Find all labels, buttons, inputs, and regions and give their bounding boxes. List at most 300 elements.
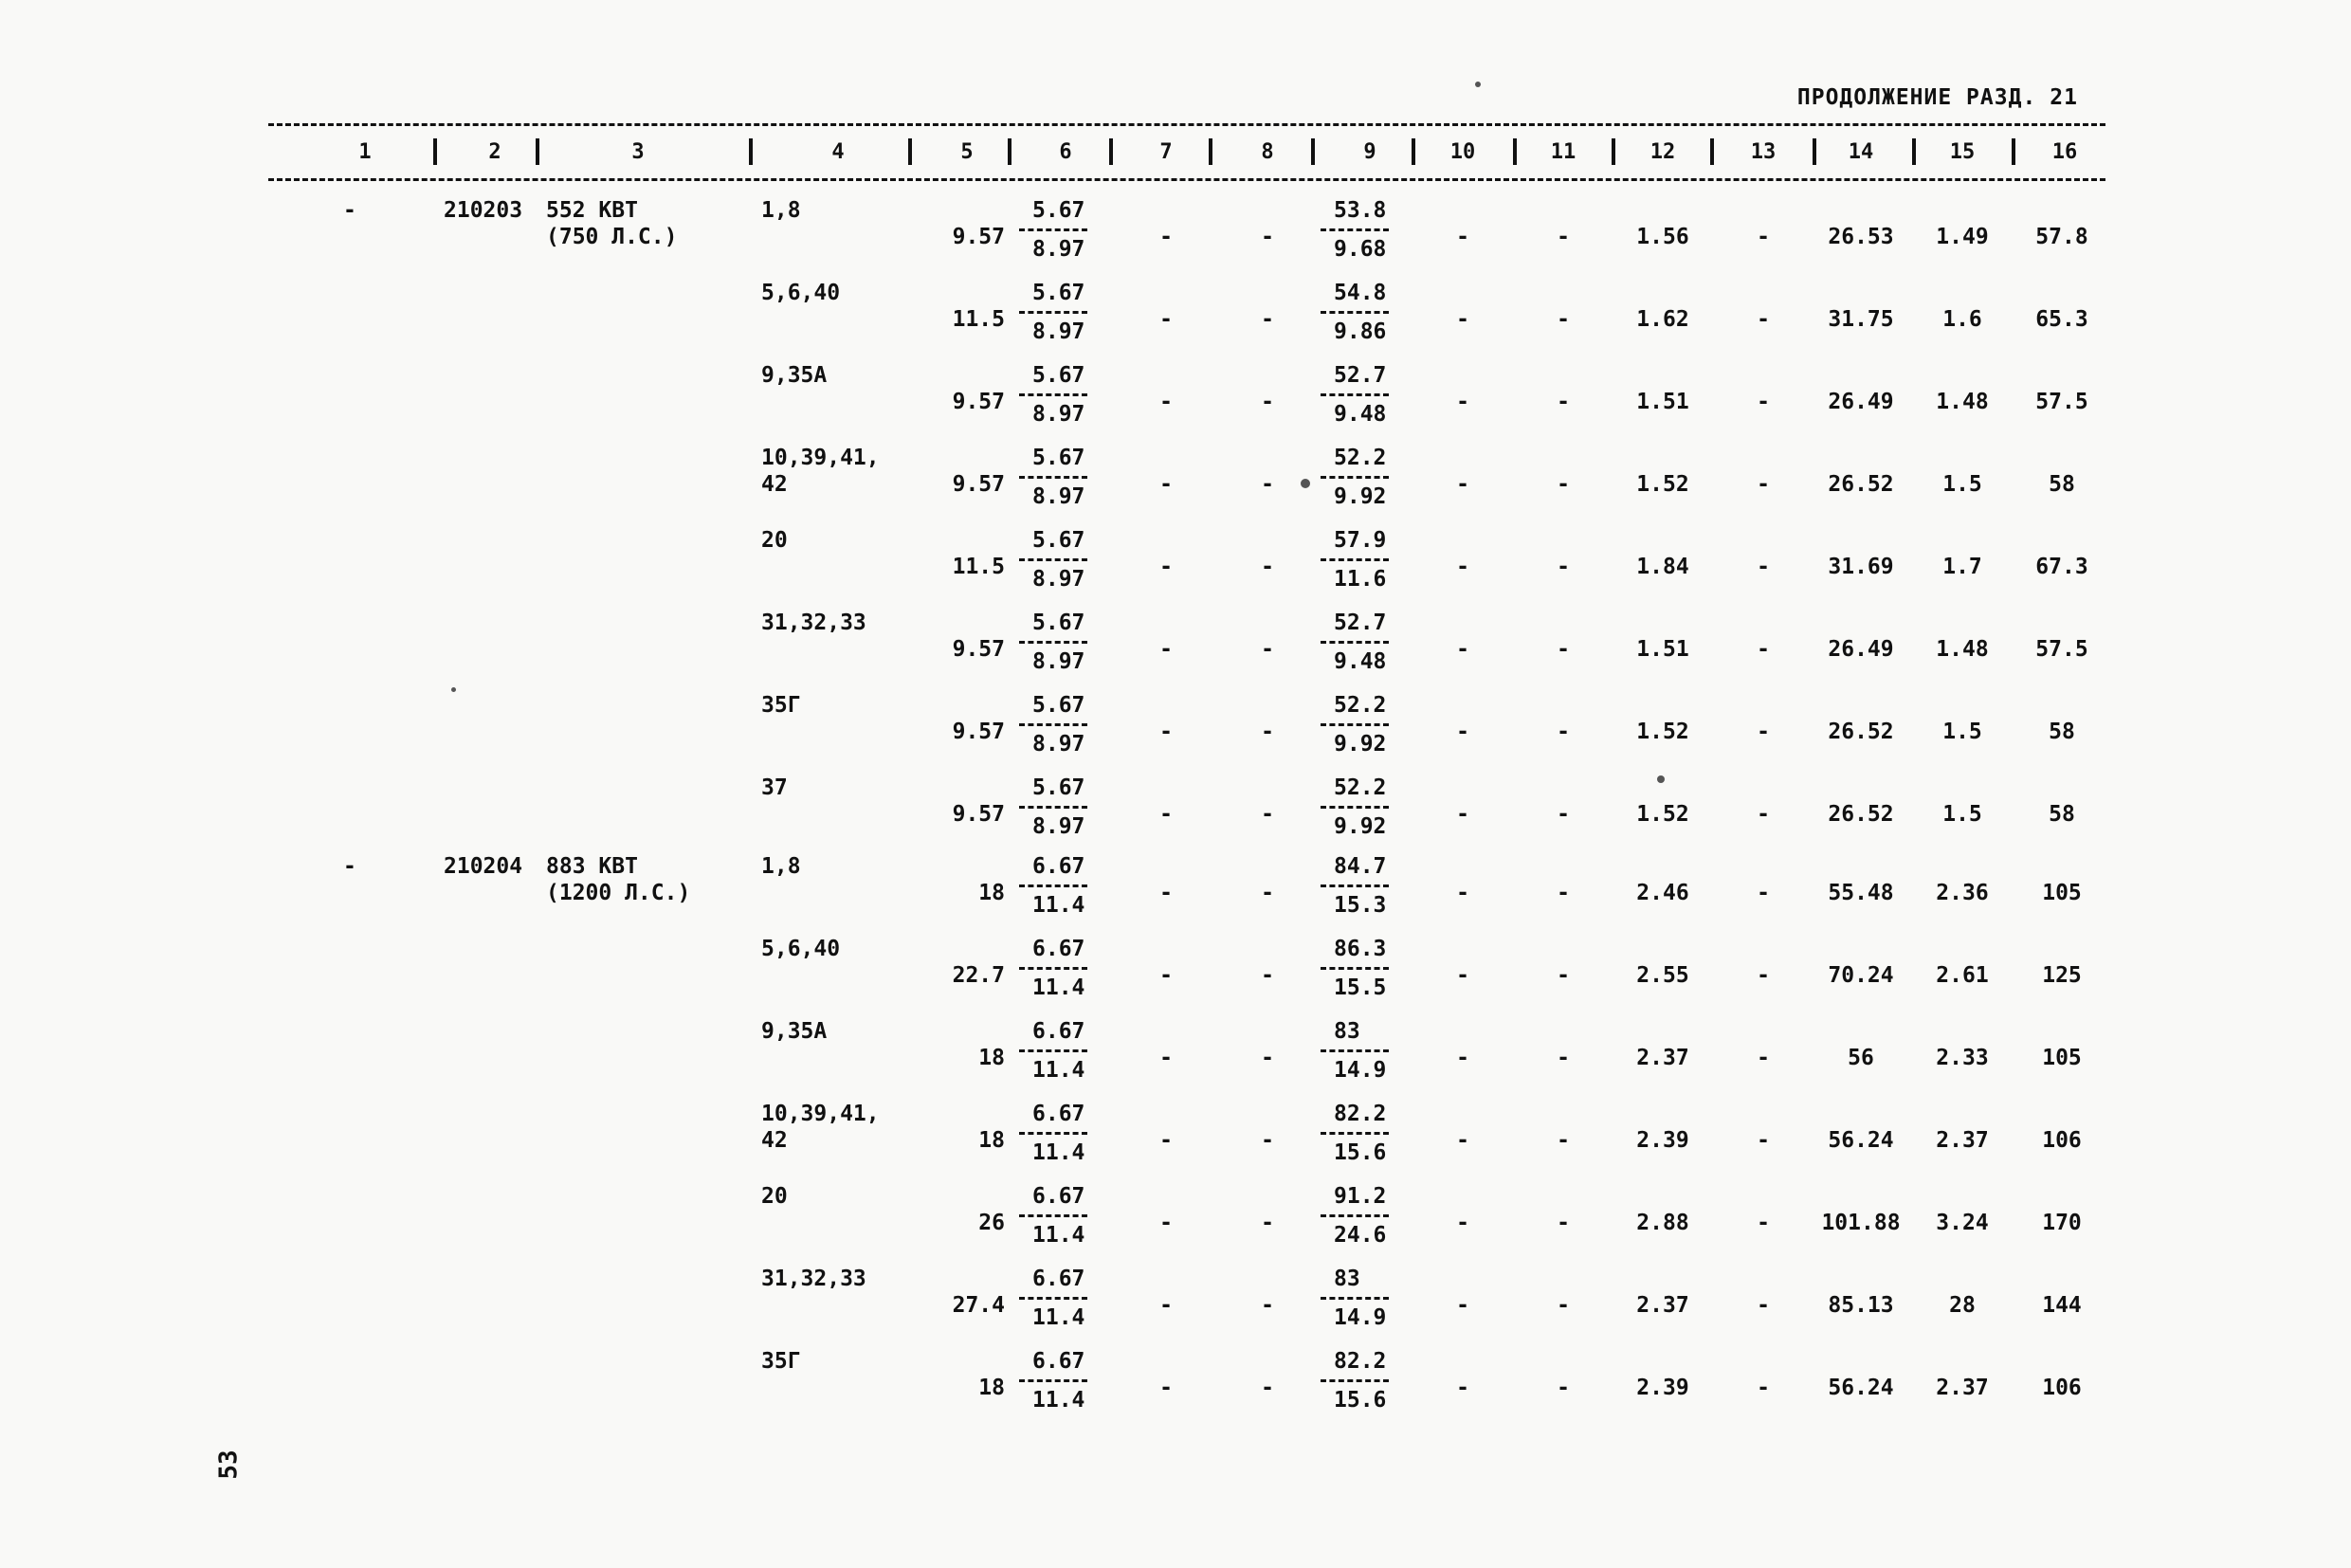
col6-fraction-bar (1019, 884, 1087, 887)
col6-fraction (1019, 611, 1087, 674)
vessel-numbers: 42 (761, 1128, 788, 1153)
col10-value: - (1456, 720, 1469, 744)
col9-fraction-denominator: 9.92 (1334, 814, 1387, 839)
col6-fraction-numerator: 6.67 (1032, 937, 1085, 961)
col9-fraction-bar (1321, 1379, 1389, 1382)
col6-fraction (1019, 281, 1087, 344)
col14-value: 31.75 (1828, 307, 1894, 332)
col6-fraction-numerator: 6.67 (1032, 1184, 1085, 1209)
col14-value: 26.53 (1828, 225, 1894, 249)
column-header-1: 1 (358, 140, 372, 164)
col10-value: - (1456, 802, 1469, 827)
vessel-numbers: 5,6,40 (761, 937, 841, 961)
col15-value: 28 (1949, 1293, 1976, 1318)
col8-value: - (1261, 1046, 1274, 1070)
col11-value: - (1557, 472, 1570, 497)
col7-value: - (1159, 555, 1173, 579)
row-marker: - (343, 854, 356, 879)
col10-value: - (1456, 307, 1469, 332)
equipment-code: 210203 (444, 198, 523, 223)
col9-fraction (1321, 198, 1389, 262)
col12-value: 1.62 (1636, 307, 1689, 332)
col16-value: 105 (2042, 1046, 2082, 1070)
col6-fraction-denominator: 8.97 (1032, 567, 1085, 592)
col9-fraction-bar (1321, 1049, 1389, 1052)
col6-fraction-denominator: 8.97 (1032, 732, 1085, 757)
col13-value: - (1757, 555, 1770, 579)
col9-fraction-denominator: 9.68 (1334, 237, 1387, 262)
col15-value: 2.37 (1936, 1128, 1989, 1153)
col14-value: 26.49 (1828, 390, 1894, 414)
column-header-9: 9 (1363, 140, 1376, 164)
col9-fraction-denominator: 9.86 (1334, 319, 1387, 344)
column-header-14: 14 (1848, 140, 1874, 164)
col10-value: - (1456, 637, 1469, 662)
col11-value: - (1557, 637, 1570, 662)
col15-value: 1.48 (1936, 390, 1989, 414)
col6-fraction-bar (1019, 1049, 1087, 1052)
col14-value: 26.49 (1828, 637, 1894, 662)
vessel-numbers: 5,6,40 (761, 281, 841, 305)
column-separator (1513, 138, 1517, 165)
vessel-numbers: 20 (761, 1184, 788, 1209)
column-separator (1912, 138, 1916, 165)
header-rule-bottom (268, 178, 2105, 181)
column-header-10: 10 (1449, 140, 1476, 164)
col9-fraction-denominator: 14.9 (1334, 1058, 1387, 1083)
column-separator (908, 138, 912, 165)
col12-value: 2.39 (1636, 1128, 1689, 1153)
col5-value: 18 (978, 1128, 1005, 1153)
col9-fraction-denominator: 15.6 (1334, 1140, 1387, 1165)
col15-value: 1.6 (1942, 307, 1982, 332)
col6-fraction-numerator: 5.67 (1032, 775, 1085, 800)
col9-fraction-denominator: 15.3 (1334, 893, 1387, 918)
col6-fraction-bar (1019, 641, 1087, 644)
col9-fraction (1321, 937, 1389, 1000)
col6-fraction-denominator: 11.4 (1032, 1223, 1085, 1248)
col13-value: - (1757, 720, 1770, 744)
col9-fraction-bar (1321, 393, 1389, 396)
col9-fraction-bar (1321, 806, 1389, 809)
col12-value: 1.84 (1636, 555, 1689, 579)
col12-value: 2.37 (1636, 1293, 1689, 1318)
col6-fraction-numerator: 6.67 (1032, 854, 1085, 879)
col10-value: - (1456, 1128, 1469, 1153)
col5-value: 9.57 (952, 225, 1005, 249)
col8-value: - (1261, 802, 1274, 827)
column-separator (749, 138, 753, 165)
column-header-15: 15 (1949, 140, 1976, 164)
column-separator (1109, 138, 1113, 165)
col9-fraction-denominator: 14.9 (1334, 1305, 1387, 1330)
caption-number: 21 (2050, 85, 2078, 110)
col6-fraction-denominator: 8.97 (1032, 319, 1085, 344)
col16-value: 57.8 (2035, 225, 2088, 249)
col11-value: - (1557, 881, 1570, 905)
col6-fraction-bar (1019, 558, 1087, 561)
col9-fraction (1321, 854, 1389, 918)
vessel-numbers: 31,32,33 (761, 1267, 866, 1291)
speck (1301, 479, 1310, 488)
col13-value: - (1757, 1293, 1770, 1318)
col15-value: 2.37 (1936, 1376, 1989, 1400)
column-header-12: 12 (1649, 140, 1676, 164)
col5-value: 26 (978, 1211, 1005, 1235)
col5-value: 22.7 (952, 963, 1005, 988)
col9-fraction-numerator: 52.7 (1334, 611, 1387, 635)
equipment-code: 210204 (444, 854, 523, 879)
col9-fraction-numerator: 52.2 (1334, 775, 1387, 800)
vessel-numbers: 35Г (761, 1349, 801, 1374)
col7-value: - (1159, 881, 1173, 905)
col6-fraction-denominator: 11.4 (1032, 1305, 1085, 1330)
col15-value: 1.5 (1942, 472, 1982, 497)
col9-fraction-bar (1321, 1297, 1389, 1300)
col15-value: 2.36 (1936, 881, 1989, 905)
col13-value: - (1757, 1376, 1770, 1400)
col9-fraction-numerator: 52.2 (1334, 446, 1387, 470)
vessel-numbers: 42 (761, 472, 788, 497)
col7-value: - (1159, 1293, 1173, 1318)
col12-value: 1.52 (1636, 802, 1689, 827)
col6-fraction-bar (1019, 967, 1087, 970)
col15-value: 3.24 (1936, 1211, 1989, 1235)
col6-fraction-denominator: 11.4 (1032, 893, 1085, 918)
col16-value: 57.5 (2035, 637, 2088, 662)
col8-value: - (1261, 720, 1274, 744)
column-separator (2012, 138, 2015, 165)
col6-fraction (1019, 446, 1087, 509)
col6-fraction-numerator: 5.67 (1032, 446, 1085, 470)
col11-value: - (1557, 1211, 1570, 1235)
col11-value: - (1557, 307, 1570, 332)
col13-value: - (1757, 472, 1770, 497)
column-header-2: 2 (488, 140, 501, 164)
col9-fraction-numerator: 83 (1334, 1019, 1360, 1044)
column-header-4: 4 (831, 140, 845, 164)
col13-value: - (1757, 1046, 1770, 1070)
column-header-16: 16 (2051, 140, 2078, 164)
col6-fraction-numerator: 6.67 (1032, 1019, 1085, 1044)
vessel-numbers: 37 (761, 775, 788, 800)
col9-fraction-bar (1321, 884, 1389, 887)
col9-fraction (1321, 693, 1389, 757)
vessel-numbers: 1,8 (761, 198, 801, 223)
col6-fraction-numerator: 5.67 (1032, 198, 1085, 223)
col14-value: 26.52 (1828, 720, 1894, 744)
col6-fraction-bar (1019, 1132, 1087, 1135)
col13-value: - (1757, 1128, 1770, 1153)
col9-fraction (1321, 1267, 1389, 1330)
col6-fraction (1019, 937, 1087, 1000)
col6-fraction-denominator: 11.4 (1032, 975, 1085, 1000)
col6-fraction-bar (1019, 311, 1087, 314)
col12-value: 1.56 (1636, 225, 1689, 249)
col6-fraction-denominator: 8.97 (1032, 402, 1085, 427)
col15-value: 1.49 (1936, 225, 1989, 249)
col5-value: 18 (978, 881, 1005, 905)
col9-fraction-numerator: 54.8 (1334, 281, 1387, 305)
col15-value: 2.61 (1936, 963, 1989, 988)
col8-value: - (1261, 390, 1274, 414)
col16-value: 58 (2049, 802, 2075, 827)
column-separator (1612, 138, 1615, 165)
col6-fraction (1019, 1267, 1087, 1330)
col13-value: - (1757, 390, 1770, 414)
col10-value: - (1456, 1211, 1469, 1235)
col10-value: - (1456, 390, 1469, 414)
col11-value: - (1557, 1376, 1570, 1400)
col6-fraction (1019, 693, 1087, 757)
col9-fraction-denominator: 9.92 (1334, 732, 1387, 757)
vessel-numbers: 35Г (761, 693, 801, 718)
column-header-11: 11 (1550, 140, 1576, 164)
col6-fraction-bar (1019, 1214, 1087, 1217)
col16-value: 65.3 (2035, 307, 2088, 332)
col9-fraction-numerator: 57.9 (1334, 528, 1387, 553)
column-separator (1008, 138, 1011, 165)
col9-fraction-numerator: 52.2 (1334, 693, 1387, 718)
col13-value: - (1757, 802, 1770, 827)
col6-fraction-numerator: 6.67 (1032, 1267, 1085, 1291)
speck (1657, 775, 1665, 783)
col6-fraction-denominator: 8.97 (1032, 814, 1085, 839)
page-mark: 53 (214, 1449, 244, 1480)
col7-value: - (1159, 802, 1173, 827)
col7-value: - (1159, 1211, 1173, 1235)
col15-value: 1.7 (1942, 555, 1982, 579)
col12-value: 2.39 (1636, 1376, 1689, 1400)
col8-value: - (1261, 1211, 1274, 1235)
col14-value: 85.13 (1828, 1293, 1894, 1318)
col5-value: 9.57 (952, 802, 1005, 827)
col6-fraction (1019, 1349, 1087, 1413)
col6-fraction-bar (1019, 723, 1087, 726)
col12-value: 2.46 (1636, 881, 1689, 905)
col10-value: - (1456, 1376, 1469, 1400)
power-kw: 883 КВТ (546, 854, 638, 879)
column-header-13: 13 (1750, 140, 1777, 164)
col9-fraction-bar (1321, 967, 1389, 970)
col9-fraction-bar (1321, 1132, 1389, 1135)
col16-value: 105 (2042, 881, 2082, 905)
col15-value: 2.33 (1936, 1046, 1989, 1070)
vessel-numbers: 20 (761, 528, 788, 553)
col9-fraction (1321, 1349, 1389, 1413)
col9-fraction-numerator: 53.8 (1334, 198, 1387, 223)
column-header-3: 3 (631, 140, 645, 164)
col9-fraction-numerator: 91.2 (1334, 1184, 1387, 1209)
col9-fraction (1321, 611, 1389, 674)
col11-value: - (1557, 1046, 1570, 1070)
col6-fraction-bar (1019, 476, 1087, 479)
col6-fraction-denominator: 8.97 (1032, 237, 1085, 262)
col9-fraction-denominator: 9.92 (1334, 484, 1387, 509)
col11-value: - (1557, 1128, 1570, 1153)
col9-fraction-denominator: 24.6 (1334, 1223, 1387, 1248)
col14-value: 26.52 (1828, 802, 1894, 827)
col6-fraction (1019, 528, 1087, 592)
col11-value: - (1557, 963, 1570, 988)
col6-fraction-denominator: 11.4 (1032, 1388, 1085, 1413)
col13-value: - (1757, 881, 1770, 905)
caption-text: ПРОДОЛЖЕНИЕ РАЗД. (1796, 85, 2037, 110)
vessel-numbers: 9,35А (761, 1019, 828, 1044)
vessel-numbers: 10,39,41, (761, 1102, 880, 1126)
col14-value: 70.24 (1828, 963, 1894, 988)
col9-fraction-denominator: 9.48 (1334, 402, 1387, 427)
column-separator (1311, 138, 1315, 165)
col16-value: 67.3 (2035, 555, 2088, 579)
col5-value: 18 (978, 1046, 1005, 1070)
col11-value: - (1557, 720, 1570, 744)
col12-value: 1.51 (1636, 637, 1689, 662)
col9-fraction-numerator: 82.2 (1334, 1349, 1387, 1374)
col5-value: 11.5 (952, 555, 1005, 579)
col12-value: 2.55 (1636, 963, 1689, 988)
col16-value: 106 (2042, 1128, 2082, 1153)
col7-value: - (1159, 307, 1173, 332)
col5-value: 11.5 (952, 307, 1005, 332)
column-header-5: 5 (960, 140, 974, 164)
col9-fraction-numerator: 86.3 (1334, 937, 1387, 961)
column-header-6: 6 (1059, 140, 1072, 164)
col13-value: - (1757, 963, 1770, 988)
col13-value: - (1757, 1211, 1770, 1235)
vessel-numbers: 31,32,33 (761, 611, 866, 635)
col6-fraction-numerator: 5.67 (1032, 528, 1085, 553)
col16-value: 125 (2042, 963, 2082, 988)
col6-fraction (1019, 854, 1087, 918)
col10-value: - (1456, 225, 1469, 249)
column-separator (536, 138, 539, 165)
col6-fraction-bar (1019, 1297, 1087, 1300)
col10-value: - (1456, 472, 1469, 497)
col6-fraction-numerator: 5.67 (1032, 363, 1085, 388)
col8-value: - (1261, 1376, 1274, 1400)
col14-value: 101.88 (1821, 1211, 1901, 1235)
col12-value: 2.37 (1636, 1046, 1689, 1070)
col13-value: - (1757, 637, 1770, 662)
col9-fraction (1321, 1019, 1389, 1083)
col11-value: - (1557, 1293, 1570, 1318)
col6-fraction-numerator: 6.67 (1032, 1102, 1085, 1126)
col12-value: 1.52 (1636, 472, 1689, 497)
col9-fraction (1321, 446, 1389, 509)
col9-fraction-numerator: 83 (1334, 1267, 1360, 1291)
col10-value: - (1456, 1293, 1469, 1318)
col11-value: - (1557, 802, 1570, 827)
col15-value: 1.5 (1942, 802, 1982, 827)
col6-fraction-numerator: 5.67 (1032, 693, 1085, 718)
col11-value: - (1557, 555, 1570, 579)
col6-fraction-denominator: 8.97 (1032, 484, 1085, 509)
col7-value: - (1159, 963, 1173, 988)
col9-fraction-bar (1321, 641, 1389, 644)
col5-value: 9.57 (952, 390, 1005, 414)
col9-fraction-numerator: 84.7 (1334, 854, 1387, 879)
header-rule-top (268, 123, 2105, 126)
col14-value: 31.69 (1828, 555, 1894, 579)
col5-value: 9.57 (952, 637, 1005, 662)
col9-fraction-bar (1321, 476, 1389, 479)
col6-fraction (1019, 1102, 1087, 1165)
col14-value: 56.24 (1828, 1376, 1894, 1400)
col6-fraction-bar (1019, 806, 1087, 809)
col7-value: - (1159, 1046, 1173, 1070)
col7-value: - (1159, 390, 1173, 414)
col6-fraction (1019, 198, 1087, 262)
col6-fraction-numerator: 5.67 (1032, 281, 1085, 305)
col12-value: 1.51 (1636, 390, 1689, 414)
col15-value: 1.5 (1942, 720, 1982, 744)
col5-value: 18 (978, 1376, 1005, 1400)
vessel-numbers: 1,8 (761, 854, 801, 879)
speck (1475, 82, 1481, 87)
col9-fraction-denominator: 15.5 (1334, 975, 1387, 1000)
col6-fraction-bar (1019, 228, 1087, 231)
col8-value: - (1261, 1293, 1274, 1318)
col7-value: - (1159, 720, 1173, 744)
col6-fraction (1019, 363, 1087, 427)
col8-value: - (1261, 637, 1274, 662)
column-separator (433, 138, 437, 165)
col13-value: - (1757, 225, 1770, 249)
col9-fraction (1321, 528, 1389, 592)
col9-fraction-bar (1321, 311, 1389, 314)
column-separator (1209, 138, 1212, 165)
column-separator (1710, 138, 1714, 165)
col14-value: 56 (1848, 1046, 1874, 1070)
col16-value: 144 (2042, 1293, 2082, 1318)
col7-value: - (1159, 225, 1173, 249)
col11-value: - (1557, 390, 1570, 414)
col9-fraction-bar (1321, 558, 1389, 561)
col14-value: 56.24 (1828, 1128, 1894, 1153)
col16-value: 106 (2042, 1376, 2082, 1400)
col6-fraction-numerator: 5.67 (1032, 611, 1085, 635)
column-separator (1412, 138, 1415, 165)
col6-fraction-denominator: 8.97 (1032, 649, 1085, 674)
col7-value: - (1159, 1376, 1173, 1400)
col14-value: 26.52 (1828, 472, 1894, 497)
col8-value: - (1261, 963, 1274, 988)
col9-fraction-numerator: 52.7 (1334, 363, 1387, 388)
col7-value: - (1159, 637, 1173, 662)
column-separator (1813, 138, 1816, 165)
col5-value: 9.57 (952, 720, 1005, 744)
col9-fraction (1321, 363, 1389, 427)
col7-value: - (1159, 472, 1173, 497)
column-header-8: 8 (1261, 140, 1274, 164)
col6-fraction-denominator: 11.4 (1032, 1058, 1085, 1083)
vessel-numbers: 9,35А (761, 363, 828, 388)
col10-value: - (1456, 555, 1469, 579)
col8-value: - (1261, 881, 1274, 905)
col6-fraction-denominator: 11.4 (1032, 1140, 1085, 1165)
col8-value: - (1261, 555, 1274, 579)
col15-value: 1.48 (1936, 637, 1989, 662)
col7-value: - (1159, 1128, 1173, 1153)
col11-value: - (1557, 225, 1570, 249)
col10-value: - (1456, 881, 1469, 905)
col13-value: - (1757, 307, 1770, 332)
row-marker: - (343, 198, 356, 223)
col5-value: 9.57 (952, 472, 1005, 497)
col6-fraction (1019, 1184, 1087, 1248)
col9-fraction-bar (1321, 1214, 1389, 1217)
